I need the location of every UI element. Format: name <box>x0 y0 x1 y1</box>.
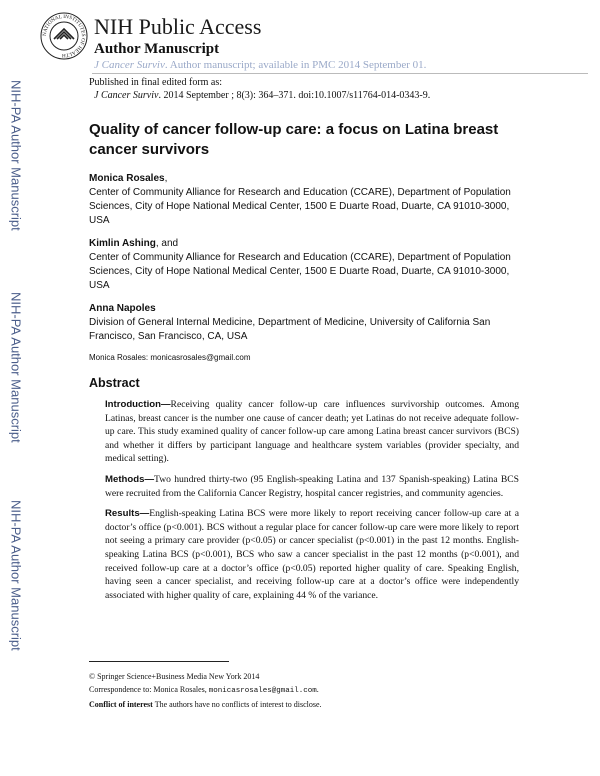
footnote-rule <box>89 661 229 662</box>
author-name: Monica Rosales <box>89 173 165 184</box>
header-rule <box>92 73 588 74</box>
correspondence: Correspondence to: Monica Rosales, monicasrosales@gmail.com. <box>89 685 319 695</box>
availability-text: . Author manuscript; available in PMC 2014 September 01. <box>164 59 427 71</box>
author-affiliation: Center of Community Alliance for Research and Education (CCARE), Department of Population Sciences, City of Hope National Medical Center, 1500 E Duarte Road, Duarte, CA 91010-3000, USA <box>89 252 511 291</box>
footnotes <box>89 670 322 711</box>
sidebar-label: NIH-PA Author Manuscript <box>8 80 24 231</box>
published-label: Published in final edited form as: <box>89 77 223 88</box>
author-name: Anna Napoles <box>89 303 156 314</box>
nih-logo <box>40 12 88 60</box>
author-block <box>89 302 519 344</box>
section-label: Results— <box>105 508 150 520</box>
header-subtitle: Author Manuscript <box>94 41 220 57</box>
abstract-results: Results—English-speaking Latina BCS were more likely to report receiving cancer follow-up care at a doctor’s office (p<0.001). BCS without a regular place for cancer follow-up care were more likely to report not seeing a primary care provider (p<0.05) or cancer specialist (p<0.001) in the past 12 months. English-speaking Latina BCS (p<0.001), BCS who saw a cancer specialist in the past 12 months (p<0.001), and received follow-up care at a doctor’s office (p<0.05) reported higher quality of care. Speaking English, having seen a cancer specialist, and receiving follow-up care at a doctor’s office were independently associated with higher quality of care, explaining 44 % of the variance. <box>105 508 519 601</box>
sidebar <box>0 60 32 660</box>
section-label: Introduction— <box>105 399 171 410</box>
author-affiliation: Division of General Internal Medicine, Department of Medicine, University of California San Francisco, San Francisco, CA, USA <box>89 317 491 342</box>
author-affiliation: Center of Community Alliance for Research and Education (CCARE), Department of Population Sciences, City of Hope National Medical Center, 1500 E Duarte Road, Duarte, CA 91010-3000, USA <box>89 187 511 226</box>
author-block: Kimlin Ashing, and Center of Community Alliance for Research and Education (CCARE), Department of Population Sciences, City of Hope National Medical Center, 1500 E Duarte Road, Duarte, CA 91010-3000, USA <box>89 237 519 293</box>
section-label: Methods— <box>105 473 155 485</box>
correspondence-email[interactable]: monicasrosales@gmail.com <box>208 687 317 695</box>
article <box>89 120 519 609</box>
sidebar-label: NIH-PA Author Manuscript <box>8 292 24 443</box>
header-title: NIH Public Access <box>94 14 262 39</box>
author-email: Monica Rosales: monicasrosales@gmail.com <box>89 353 251 362</box>
abstract-introduction: Introduction—Receiving quality cancer follow-up care influences survivorship outcomes. Among Latinas, breast cancer is the number one cause of cancer death; yet Latinas do not receive adequate follow-up care. This study examined quality of cancer follow-up care among Latina breast cancer survivors (BCS) and whether it differs by participant language and healthcare system variables (provider specialty, and medical setting). <box>105 399 519 465</box>
author-name: Kimlin Ashing <box>89 238 156 249</box>
copyright: © Springer Science+Business Media New York 2014 <box>89 672 260 681</box>
article-title: Quality of cancer follow-up care: a focus on Latina breast cancer survivors <box>89 121 499 158</box>
abstract-methods: Methods—Two hundred thirty-two (95 English-speaking Latina and 137 Spanish-speaking) Latina BCS were recruited from the California Cancer Registry, hospital cancer registries, and community agencies. <box>105 473 519 499</box>
logo-text: NATIONAL INSTITUTES OF HEALTH <box>41 13 87 59</box>
publication-info <box>89 76 430 102</box>
abstract-heading: Abstract <box>89 376 140 390</box>
availability-line <box>94 59 426 71</box>
journal-abbrev: J Cancer Surviv <box>94 59 165 71</box>
author-block: Monica Rosales, Center of Community Alliance for Research and Education (CCARE), Department of Population Sciences, City of Hope National Medical Center, 1500 E Duarte Road, Duarte, CA 91010-3000, USA <box>89 172 519 228</box>
citation: . 2014 September ; 8(3): 364–371. doi:10.1007/s11764-014-0343-9. <box>158 90 431 101</box>
journal-name: J Cancer Surviv <box>94 90 159 101</box>
conflict-of-interest: Conflict of interest The authors have no conflicts of interest to disclose. <box>89 700 322 709</box>
sidebar-label: NIH-PA Author Manuscript <box>8 500 24 651</box>
